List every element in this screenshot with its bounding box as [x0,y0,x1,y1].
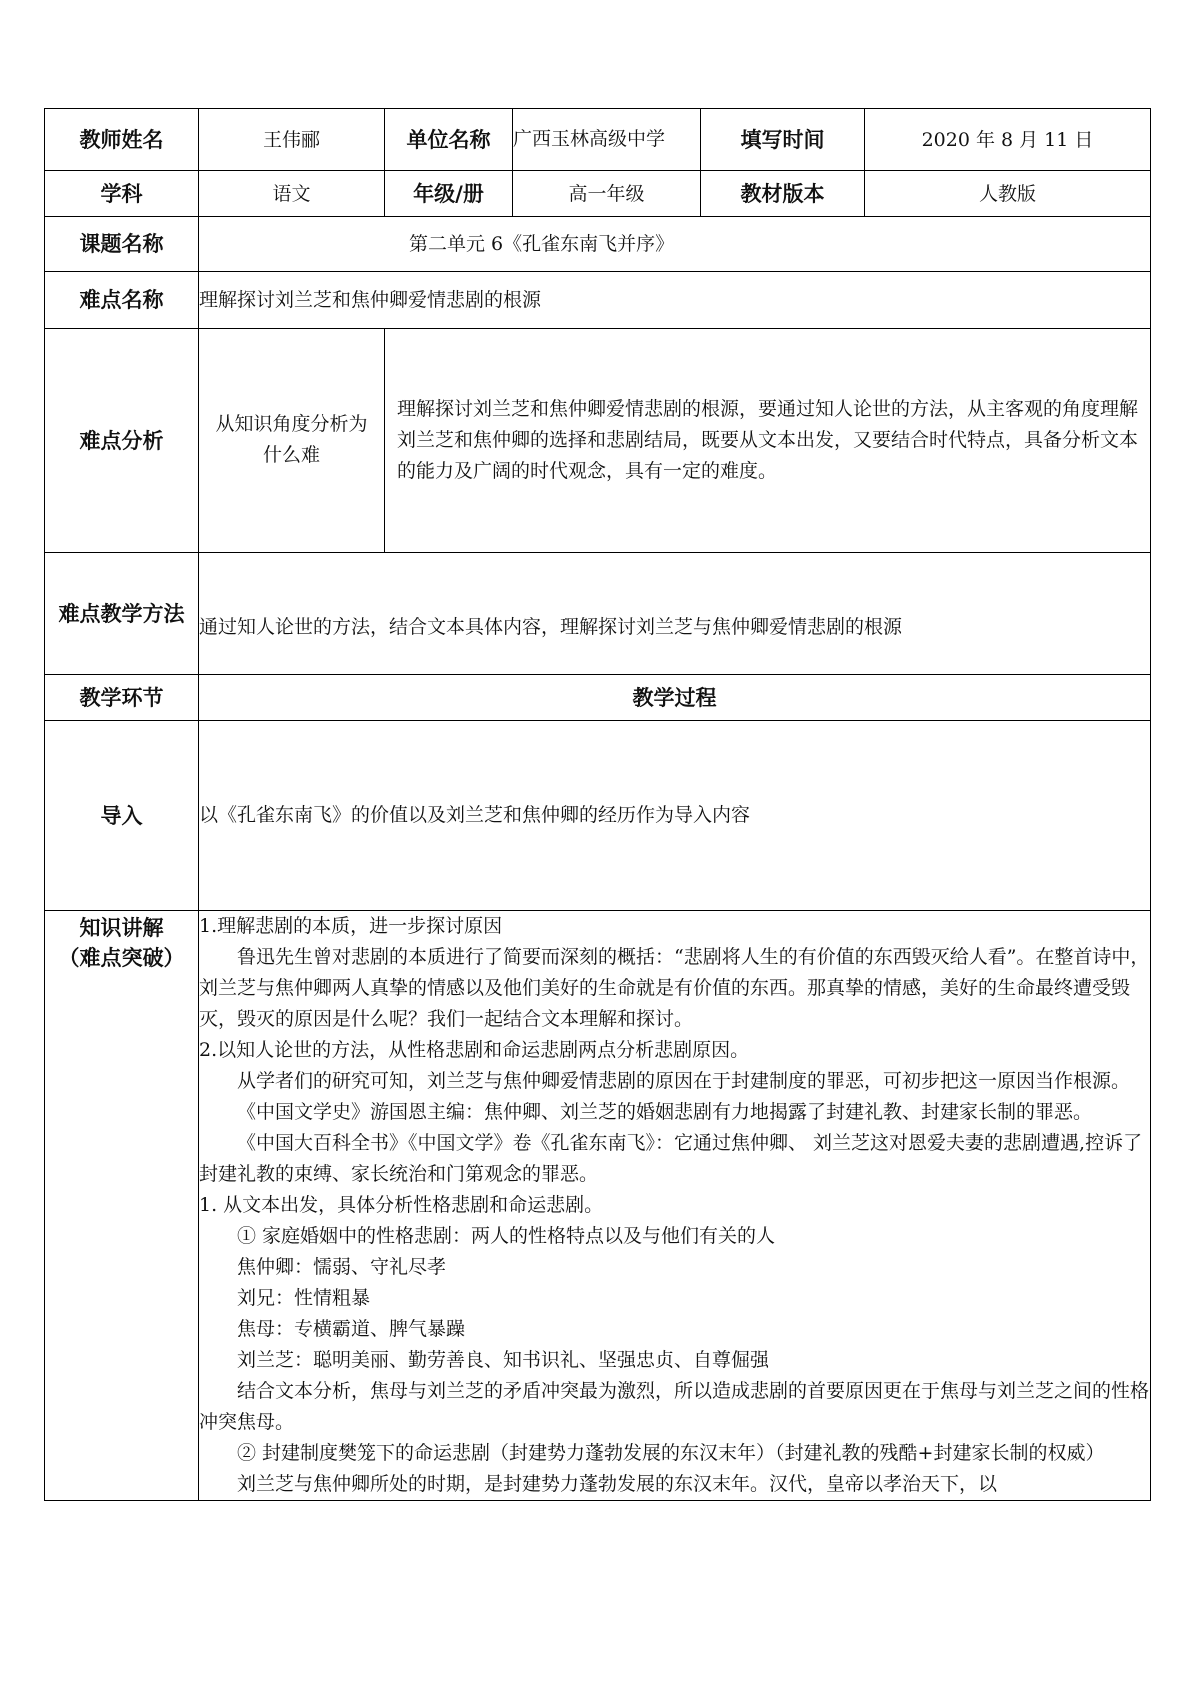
knowledge-para: 刘兰芝：聪明美丽、勤劳善良、知书识礼、坚强忠贞、自尊倔强 [237,1349,770,1371]
knowledge-para: 结合文本分析，焦母与刘兰芝的矛盾冲突最为激烈，所以造成悲剧的首要原因更在于焦母与刘兰芝之间的性格冲突焦母。 [199,1380,1150,1433]
method-text: 通过知人论世的方法，结合文本具体内容，理解探讨刘兰芝与焦仲卿爱情悲剧的根源 [199,553,1151,675]
process-header-row [45,675,1151,721]
analysis-text: 理解探讨刘兰芝和焦仲卿爱情悲剧的根源，要通过知人论世的方法，从主客观的角度理解刘兰芝和焦仲卿的选择和悲剧结局，既要从文本出发，又要结合时代特点，具备分析文本的能力及广阔的时代观念，具有一定的难度。 [385,329,1151,553]
difficulty-row [45,272,1151,329]
knowledge-para: 《中国文学史》游国恩主编：焦仲卿、刘兰芝的婚姻悲剧有力地揭露了封建礼教、封建家长制的罪恶。 [237,1101,1093,1123]
lesson-plan-table [44,108,1151,1501]
subject-value: 语文 [199,171,385,217]
knowledge-label-line2: （难点突破） [58,946,185,970]
teacher-label: 教师姓名 [45,109,199,171]
edition-label: 教材版本 [701,171,865,217]
knowledge-para: 1.理解悲剧的本质，进一步探讨原因 [199,915,503,937]
header-row-2 [45,171,1151,217]
grade-label: 年级/册 [385,171,513,217]
knowledge-para: 鲁迅先生曾对悲剧的本质进行了简要而深刻的概括：“悲剧将人生的有价值的东西毁灭给人看”。在整首诗中，刘兰芝与焦仲卿两人真挚的情感以及他们美好的生命就是有价值的东西。那真挚的情感，美好的生命最终遭受毁灭，毁灭的原因是什么呢？我们一起结合文本理解和探讨。 [199,946,1150,1030]
time-label: 填写时间 [701,109,865,171]
intro-text: 以《孔雀东南飞》的价值以及刘兰芝和焦仲卿的经历作为导入内容 [199,721,1151,911]
difficulty-value: 理解探讨刘兰芝和焦仲卿爱情悲剧的根源 [199,272,1151,329]
topic-label: 课题名称 [45,217,199,272]
analysis-sub-label: 从知识角度分析为什么难 [199,329,385,553]
analysis-row [45,329,1151,553]
knowledge-para: 2.以知人论世的方法，从性格悲剧和命运悲剧两点分析悲剧原因。 [199,1039,750,1061]
teacher-value: 王伟郦 [199,109,385,171]
grade-value: 高一年级 [513,171,701,217]
knowledge-para: ② 封建制度樊笼下的命运悲剧（封建势力蓬勃发展的东汉末年）（封建礼教的残酷+封建家长制的权威） [237,1442,1105,1464]
time-value: 2020 年 8 月 11 日 [865,109,1151,171]
knowledge-content [199,911,1151,1501]
subject-label: 学科 [45,171,199,217]
method-label: 难点教学方法 [45,553,199,675]
unit-label: 单位名称 [385,109,513,171]
edition-value: 人教版 [865,171,1151,217]
knowledge-para: 从学者们的研究可知，刘兰芝与焦仲卿爱情悲剧的原因在于封建制度的罪恶，可初步把这一原因当作根源。 [237,1070,1131,1092]
knowledge-para: 焦仲卿：懦弱、守礼尽孝 [237,1256,447,1278]
process-label: 教学环节 [45,675,199,721]
knowledge-para: 刘兰芝与焦仲卿所处的时期，是封建势力蓬勃发展的东汉末年。汉代，皇帝以孝治天下，以 [237,1473,998,1495]
knowledge-para: 《中国大百科全书》《中国文学》卷《孔雀东南飞》：它通过焦仲卿、 刘兰芝这对恩爱夫妻的悲剧遭遇,控诉了封建礼教的束缚、家长统治和门第观念的罪恶。 [199,1132,1143,1185]
topic-value: 第二单元 6《孔雀东南飞并序》 [199,217,1151,272]
analysis-label: 难点分析 [45,329,199,553]
knowledge-para: 刘兄：性情粗暴 [237,1287,371,1309]
knowledge-row [45,911,1151,1501]
topic-row [45,217,1151,272]
process-title: 教学过程 [199,675,1151,721]
method-row [45,553,1151,675]
difficulty-label: 难点名称 [45,272,199,329]
knowledge-para: 1. 从文本出发，具体分析性格悲剧和命运悲剧。 [199,1194,604,1216]
knowledge-label [45,911,199,1501]
knowledge-para: 焦母：专横霸道、脾气暴躁 [237,1318,466,1340]
header-row-1 [45,109,1151,171]
knowledge-label-line1: 知识讲解 [79,916,164,940]
unit-value: 广西玉林高级中学 [513,109,701,171]
intro-row [45,721,1151,911]
intro-label: 导入 [45,721,199,911]
knowledge-para: ① 家庭婚姻中的性格悲剧：两人的性格特点以及与他们有关的人 [237,1225,776,1247]
